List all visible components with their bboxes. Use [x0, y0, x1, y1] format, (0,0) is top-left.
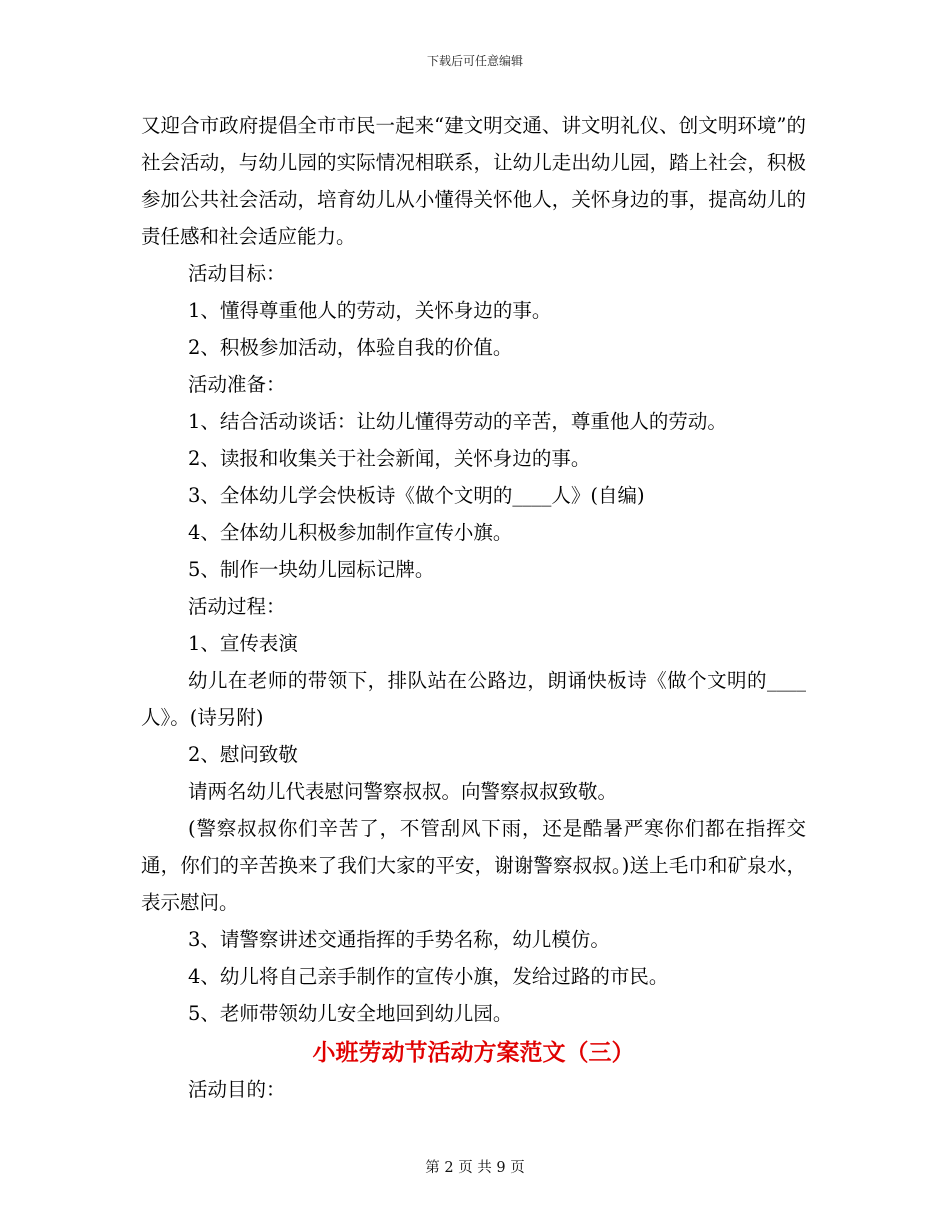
step-item: 4、幼儿将自己亲手制作的宣传小旗，发给过路的市民。: [188, 965, 669, 988]
step-paragraph: 幼儿在老师的带领下，排队站在公路边，朗诵快板诗《做个文明的____人》。(诗另附): [141, 669, 806, 729]
intro-paragraph: 又迎合市政府提倡全市市民一起来“建文明交通、讲文明礼仪、创文明环境”的社会活动，与幼儿园的实际情况相联系，让幼儿走出幼儿园，踏上社会，积极参加公共社会活动，培育幼儿从小懂得关怀他人，关怀身边的事，提高幼儿的责任感和社会适应能力。: [141, 114, 806, 248]
step-title: 1、宣传表演: [188, 632, 298, 655]
prep-item: 1、结合活动谈话：让幼儿懂得劳动的辛苦，尊重他人的劳动。: [188, 410, 727, 433]
section-title: 小班劳动节活动方案范文（三）: [312, 1039, 635, 1066]
prep-item: 4、全体幼儿积极参加制作宣传小旗。: [188, 521, 513, 544]
document-body: [141, 107, 806, 1108]
process-heading: 活动过程：: [188, 595, 286, 618]
step-item: 3、请警察讲述交通指挥的手势名称，幼儿模仿。: [188, 928, 610, 951]
prep-item: 2、读报和收集关于社会新闻，关怀身边的事。: [188, 447, 591, 470]
page-footer: 第 2 页 共 9 页: [425, 1160, 525, 1176]
goal-item: 2、积极参加活动，体验自我的价值。: [188, 336, 513, 359]
goals-heading: 活动目标：: [188, 262, 286, 285]
prep-heading: 活动准备：: [188, 373, 286, 396]
page-header: 下载后可任意编辑: [426, 54, 523, 68]
prep-item: 5、制作一块幼儿园标记牌。: [188, 558, 435, 581]
quote-paragraph: (警察叔叔你们辛苦了，不管刮风下雨，还是酷暑严寒你们都在指挥交通，你们的辛苦换来了我们大家的平安，谢谢警察叔叔。)送上毛巾和矿泉水，表示慰问。: [141, 817, 806, 914]
step-item: 5、老师带领幼儿安全地回到幼儿园。: [188, 1002, 513, 1025]
goal-item: 1、懂得尊重他人的劳动，关怀身边的事。: [188, 299, 552, 322]
step-paragraph: 请两名幼儿代表慰问警察叔叔。向警察叔叔致敬。: [188, 780, 618, 803]
prep-item: 3、全体幼儿学会快板诗《做个文明的____人》(自编): [188, 484, 645, 507]
purpose-heading: 活动目的：: [188, 1078, 286, 1101]
step-title: 2、慰问致敬: [188, 743, 298, 766]
